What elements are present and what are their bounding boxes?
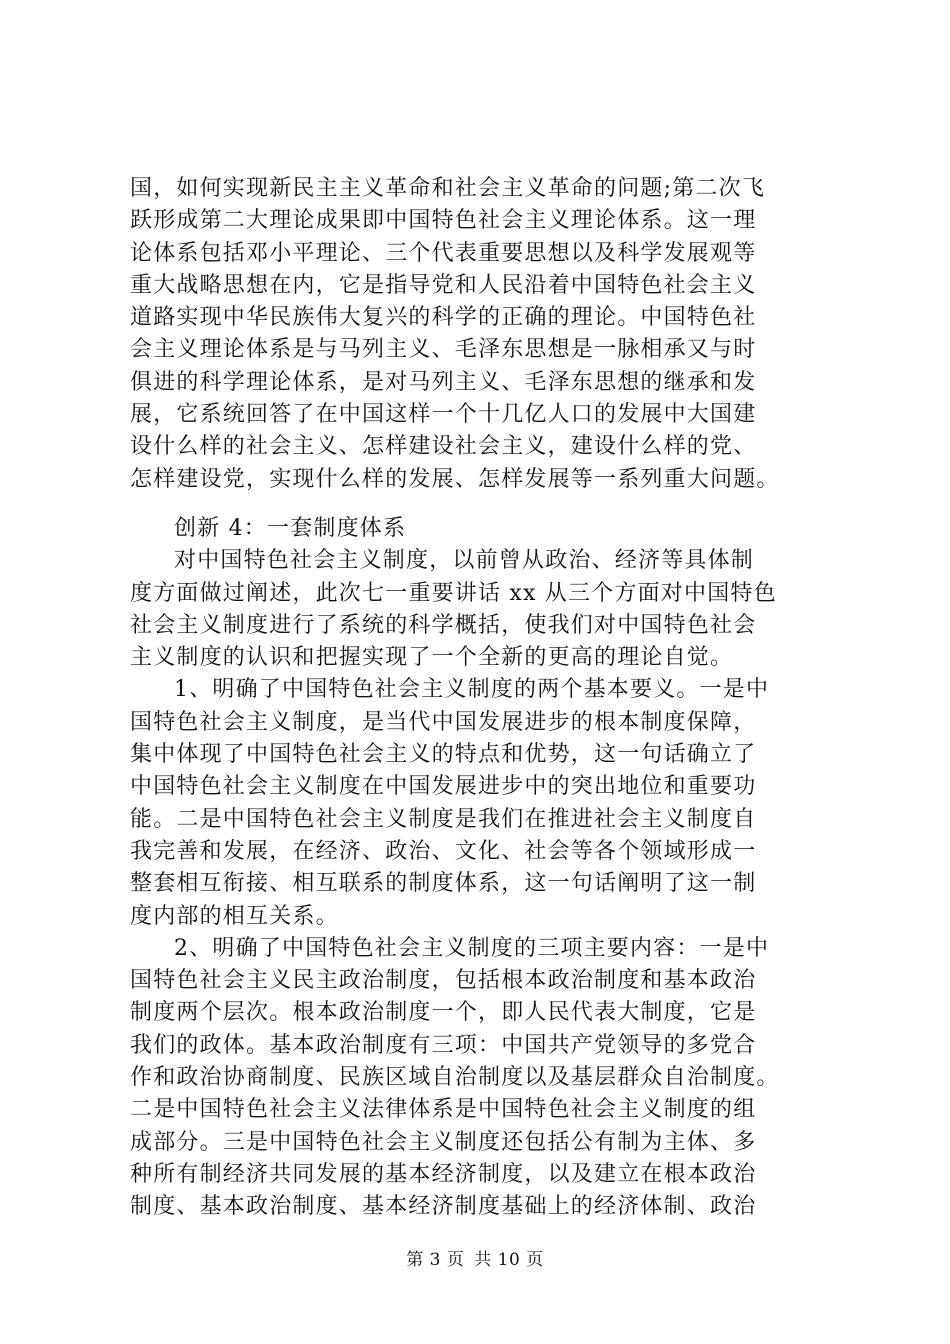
text-line: 会主义理论体系是与马列主义、毛泽东思想是一脉相承又与时 <box>130 337 757 363</box>
text-line: 国特色社会主义民主政治制度，包括根本政治制度和基本政治 <box>130 968 757 994</box>
paragraph-continuation <box>130 173 840 496</box>
text-line: 2、明确了中国特色社会主义制度的三项主要内容：一是中 <box>174 935 770 961</box>
text-line: 1、明确了中国特色社会主义制度的两个基本要义。一是中 <box>174 677 770 703</box>
text-line: 主义制度的认识和把握实现了一个全新的更高的理论自觉。 <box>130 645 734 671</box>
text-line: 道路实现中华民族伟大复兴的科学的正确的理论。中国特色社 <box>130 305 757 331</box>
text-line: 作和政治协商制度、民族区域自治制度以及基层群众自治制度。 <box>130 1065 780 1091</box>
section-body <box>130 513 840 1224</box>
text-line: 对中国特色社会主义制度，以前曾从政治、经济等具体制 <box>174 548 755 574</box>
text-line: 论体系包括邓小平理论、三个代表重要思想以及科学发展观等 <box>130 240 757 266</box>
text-line: 我们的政体。基本政治制度有三项：中国共产党领导的多党合 <box>130 1032 757 1058</box>
page-number: 第 3 页 <box>406 1250 465 1270</box>
text-line: 制度、基本政治制度、基本经济制度基础上的经济体制、政治 <box>130 1194 757 1220</box>
text-line: 成部分。三是中国特色社会主义制度还包括公有制为主体、多 <box>130 1129 757 1155</box>
text-line: 俱进的科学理论体系，是对马列主义、毛泽东思想的继承和发 <box>130 369 757 395</box>
text-line: 重大战略思想在内，它是指导党和人民沿着中国特色社会主义 <box>130 272 757 298</box>
text-line: 度方面做过阐述，此次七一重要讲话 xx 从三个方面对中国特色 <box>130 580 777 606</box>
text-line: 设什么样的社会主义、怎样建设社会主义，建设什么样的党、 <box>130 434 757 460</box>
page-total: 共 10 页 <box>474 1250 544 1270</box>
text-line: 我完善和发展，在经济、政治、文化、社会等各个领域形成一 <box>130 838 757 864</box>
text-line: 二是中国特色社会主义法律体系是中国特色社会主义制度的组 <box>130 1097 757 1123</box>
text-line: 跃形成第二大理论成果即中国特色社会主义理论体系。这一理 <box>130 208 757 234</box>
text-line: 度内部的相互关系。 <box>130 903 339 929</box>
text-line: 国，如何实现新民主主义革命和社会主义革命的问题;第二次飞 <box>130 176 766 201</box>
text-line: 整套相互衔接、相互联系的制度体系，这一句话阐明了这一制 <box>130 871 757 897</box>
text-line: 种所有制经济共同发展的基本经济制度，以及建立在根本政治 <box>130 1161 757 1187</box>
section-heading: 创新 4：一套制度体系 <box>174 516 407 541</box>
text-line: 怎样建设党，实现什么样的发展、怎样发展等一系列重大问题。 <box>130 466 780 492</box>
text-line: 展，它系统回答了在中国这样一个十几亿人口的发展中大国建 <box>130 402 757 428</box>
text-line: 社会主义制度进行了系统的科学概括，使我们对中国特色社会 <box>130 612 757 638</box>
text-line: 国特色社会主义制度，是当代中国发展进步的根本制度保障， <box>130 709 757 735</box>
page-footer <box>0 1245 950 1270</box>
text-line: 制度两个层次。根本政治制度一个，即人民代表大制度，它是 <box>130 1000 757 1026</box>
text-line: 集中体现了中国特色社会主义的特点和优势，这一句话确立了 <box>130 742 757 768</box>
text-line: 中国特色社会主义制度在中国发展进步中的突出地位和重要功 <box>130 774 757 800</box>
text-line: 能。二是中国特色社会主义制度是我们在推进社会主义制度自 <box>130 806 757 832</box>
